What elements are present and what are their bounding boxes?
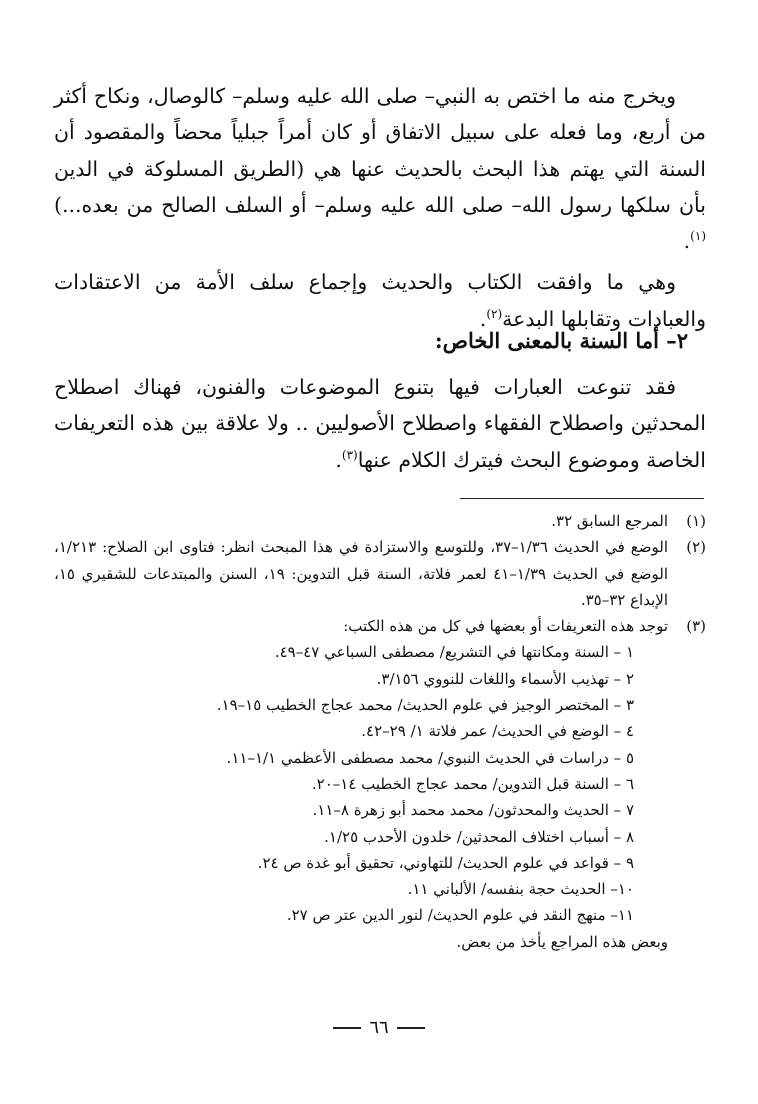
main-text-bottom [54,369,706,478]
footnote-separator [460,498,704,499]
list-item: ٨ – أسباب اختلاف المحدثين/ خلدون الأحدب ١/٢٥. [324,827,634,846]
main-text-top [54,78,706,337]
list-item: ٢ – تهذيب الأسماء واللغات للنووي ٣/١٥٦. [376,669,634,688]
dash-right [397,1027,425,1029]
list-item: ٧ – الحديث والمحدثون/ محمد محمد أبو زهرة ٨–١١. [312,801,634,820]
footnote-text: توجد هذه التعريفات أو بعضها في كل من هذه الكتب: [343,617,668,636]
list-item: ١ – السنة ومكانتها في التشريع/ مصطفى السباعي ٤٧–٤٩. [274,643,634,662]
footnote-1 [54,508,706,534]
list-item: ٩ – قواعد في علوم الحديث/ للتهاوني، تحقيق أبو غدة ص ٢٤. [257,853,634,872]
footnote-number: (١) [686,512,706,530]
list-item: ١٠– الحديث حجة بنفسه/ الألباني ١١. [407,880,634,899]
paragraph-3: فقد تنوعت العبارات فيها بتنوع الموضوعات والفنون، فهناك اصطلاح المحدثين واصطلاح الفقهاء واصطلاح الأصوليين .. ولا علاقة بين هذه التعريفات الخاصة وموضوع البحث فيترك الكلام عنها$^{(٣)}$. [54,375,706,472]
footnote-ref-3: (٣) [341,447,358,462]
footnote-text: الوضع في الحديث ١/٣٦–٣٧، وللتوسع والاستزادة في هذا المبحث انظر: فتاوى ابن الصلاح: ١/٢١٣، الوضع في الحديث ١/٣٩–٤١ لعمر فلاتة، السنة قبل التدوين: ١٩، السنن والمبتدعات للشقيري ١٥، الإبداع ٣٢–٣٥. [54,538,669,609]
dash-left [333,1027,361,1029]
footnote-number: (٢) [686,538,706,557]
footnote-ref-1: (١) [690,229,706,244]
list-item: ٦ – السنة قبل التدوين/ محمد عجاج الخطيب ١٤–٢٠. [311,774,634,793]
footnote-ref-2: (٢) [486,306,503,321]
paragraph-2: وهي ما وافقت الكتاب والحديث وإجماع سلف الأمة من الاعتقادات والعبادات وتقابلها البدعة$^{(٢)}$. [54,270,706,331]
footnote-2 [54,534,706,613]
list-item: ٥ – دراسات في الحديث النبوي/ محمد مصطفى الأعظمي ١/١–١١. [226,748,634,767]
footnote-number: (٣) [686,617,706,636]
list-item: ٣ – المختصر الوجيز في علوم الحديث/ محمد عجاج الخطيب ١٥–١٩. [216,696,634,715]
footnote-text: المرجع السابق ٣٢. [551,512,668,530]
list-item: ١١– منهج النقد في علوم الحديث/ لنور الدين عتر ص ٢٧. [286,906,634,925]
page-number: ٦٦ [369,1017,389,1038]
paragraph-1: ويخرج منه ما اختص به النبي– صلى الله عليه وسلم– كالوصال، ونكاح أكثر من أربع، وما فعله على سبيل الاتفاق أو كان أمراً جبلياً محضاً والمقصود أن السنة التي يهتم هذا البحث بالحديث عنها هي (الطريق المسلوكة في الدين بأن سلكها رسول الله– صلى الله عليه وسلم– أو السلف الصالح من بعده...)$^{(١)}$. [54,84,706,254]
section-heading: ٢– أما السنة بالمعنى الخاص: [434,328,688,353]
footnotes [54,508,706,955]
list-item: ٤ – الوضع في الحديث/ عمر فلاتة ١/ ٢٩–٤٢. [361,722,634,741]
page-number-wrap [0,1017,758,1038]
footnote-tail: وبعض هذه المراجع يأخذ من بعض. [456,932,668,951]
footnote-3 [54,613,706,639]
reference-list [54,639,706,955]
